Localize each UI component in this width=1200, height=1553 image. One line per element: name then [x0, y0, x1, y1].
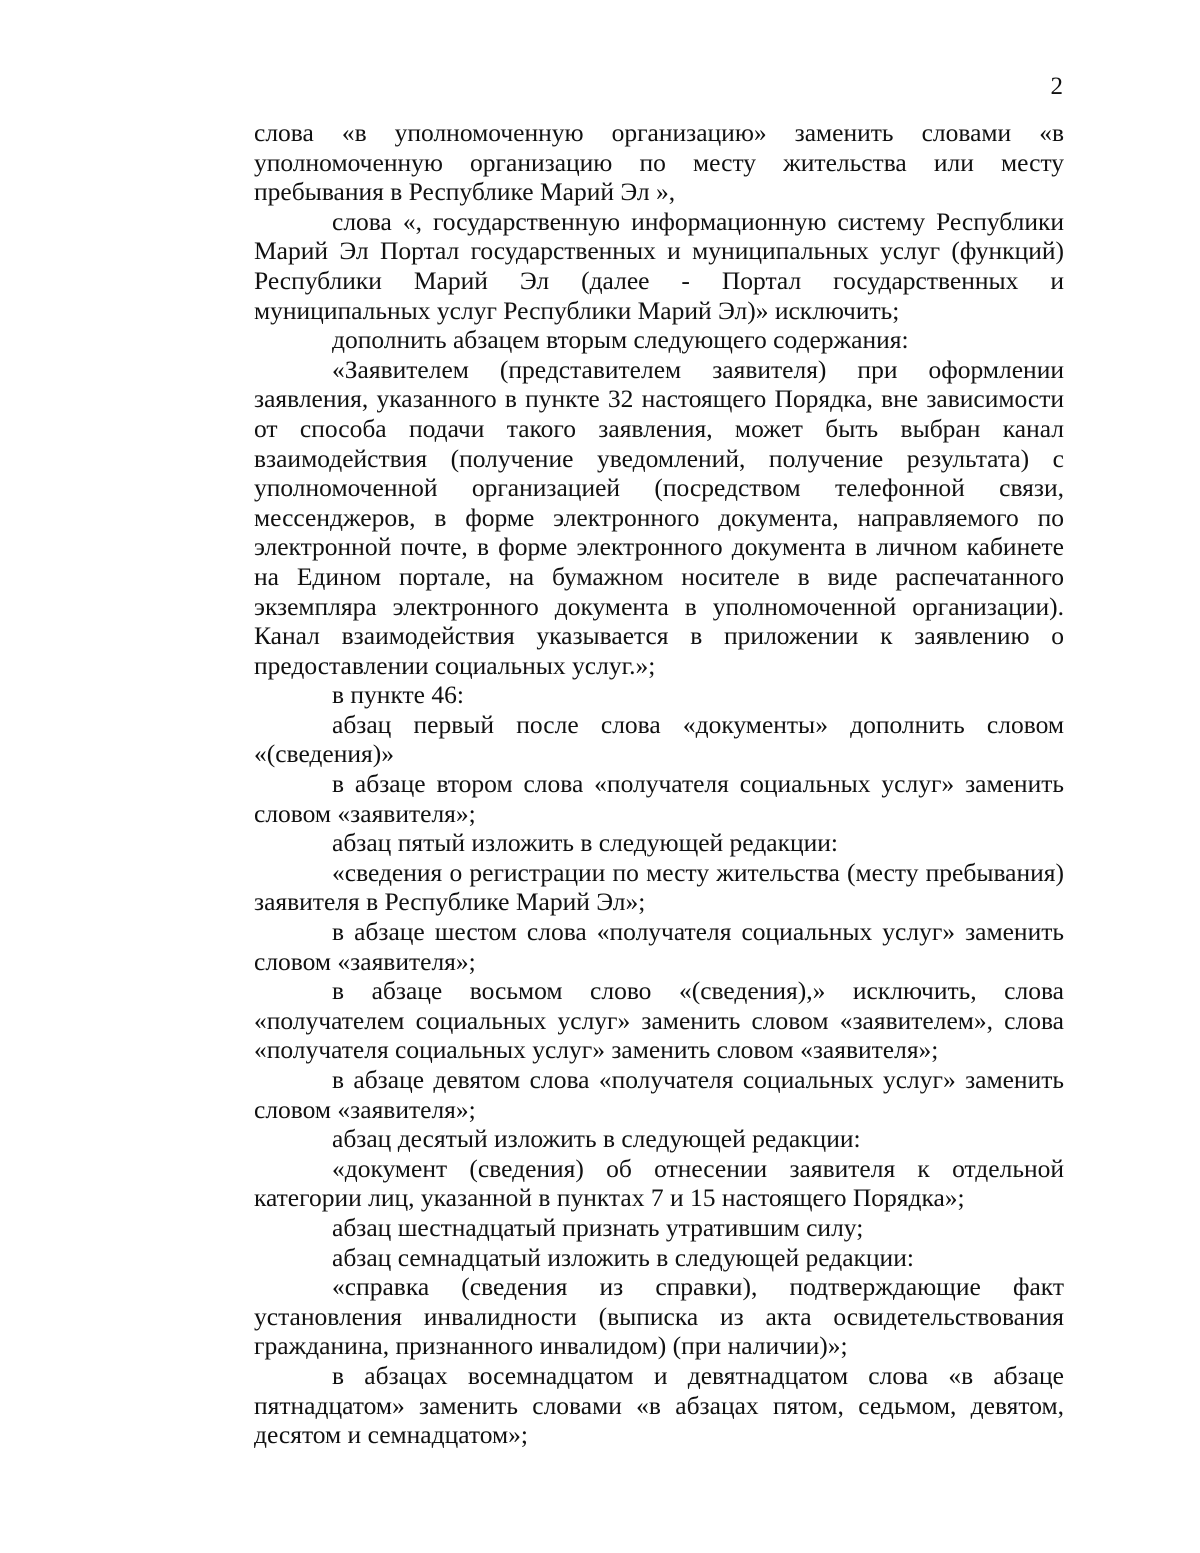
paragraph: слова «в уполномоченную организацию» заменить словами «в уполномоченную организацию по месту жительства или месту пребывания в Республике Марий Эл », — [254, 118, 1064, 207]
paragraph: в абзаце шестом слова «получателя социальных услуг» заменить словом «заявителя»; — [254, 917, 1064, 976]
paragraph: в абзаце восьмом слово «(сведения),» исключить, слова «получателем социальных услуг» заменить словом «заявителем», слова «получателя социальных услуг» заменить словом «заявителя»; — [254, 976, 1064, 1065]
paragraph: абзац пятый изложить в следующей редакции: — [332, 828, 838, 858]
paragraph: в пункте 46: — [332, 680, 464, 710]
paragraph: абзац десятый изложить в следующей редакции: — [332, 1124, 861, 1154]
paragraph: «сведения о регистрации по месту жительства (месту пребывания) заявителя в Республике Марий Эл»; — [254, 857, 1064, 917]
paragraph: в абзаце девятом слова «получателя социальных услуг» заменить словом «заявителя»; — [254, 1065, 1064, 1124]
document-body — [254, 118, 1064, 1450]
paragraph: «Заявителем (представителем заявителя) при оформлении заявления, указанного в пункте 32 настоящего Порядка, вне зависимости от способа подачи такого заявления, может быть выбран канал взаимодействия (получение уведомлений, получение результата) с уполномоченной организацией (посредством телефонной связи, мессенджеров, в форме электронного документа, направляемого по электронной почте, в форме электронного документа в личном кабинете на Едином портале, на бумажном носителе в виде распечатанного экземпляра электронного документа в уполномоченной организации). Канал взаимодействия указывается в приложении к заявлению о предоставлении социальных услуг.»; — [254, 354, 1064, 680]
paragraph: абзац семнадцатый изложить в следующей редакции: — [332, 1242, 914, 1272]
paragraph: дополнить абзацем вторым следующего содержания: — [332, 325, 909, 355]
paragraph: «документ (сведения) об отнесении заявителя к отдельной категории лиц, указанной в пунктах 7 и 15 настоящего Порядка»; — [254, 1153, 1064, 1213]
paragraph: «справка (сведения из справки), подтверждающие факт установления инвалидности (выписка из акта освидетельствования гражданина, признанного инвалидом) (при наличии)»; — [254, 1272, 1064, 1361]
paragraph: абзац шестнадцатый признать утратившим силу; — [332, 1212, 864, 1242]
paragraph: в абзаце втором слова «получателя социальных услуг» заменить словом «заявителя»; — [254, 769, 1064, 828]
page-number: 2 — [1050, 73, 1063, 100]
paragraph: слова «, государственную информационную систему Республики Марий Эл Портал государственных и муниципальных услуг (функций) Республики Марий Эл (далее - Портал государственных и муниципальных услуг Республики Марий Эл)» исключить; — [254, 206, 1064, 325]
paragraph: в абзацах восемнадцатом и девятнадцатом слова «в абзаце пятнадцатом» заменить словами «в абзацах пятом, седьмом, девятом, десятом и семнадцатом»; — [254, 1360, 1064, 1450]
paragraph: абзац первый после слова «документы» дополнить словом «(сведения)» — [254, 709, 1064, 769]
